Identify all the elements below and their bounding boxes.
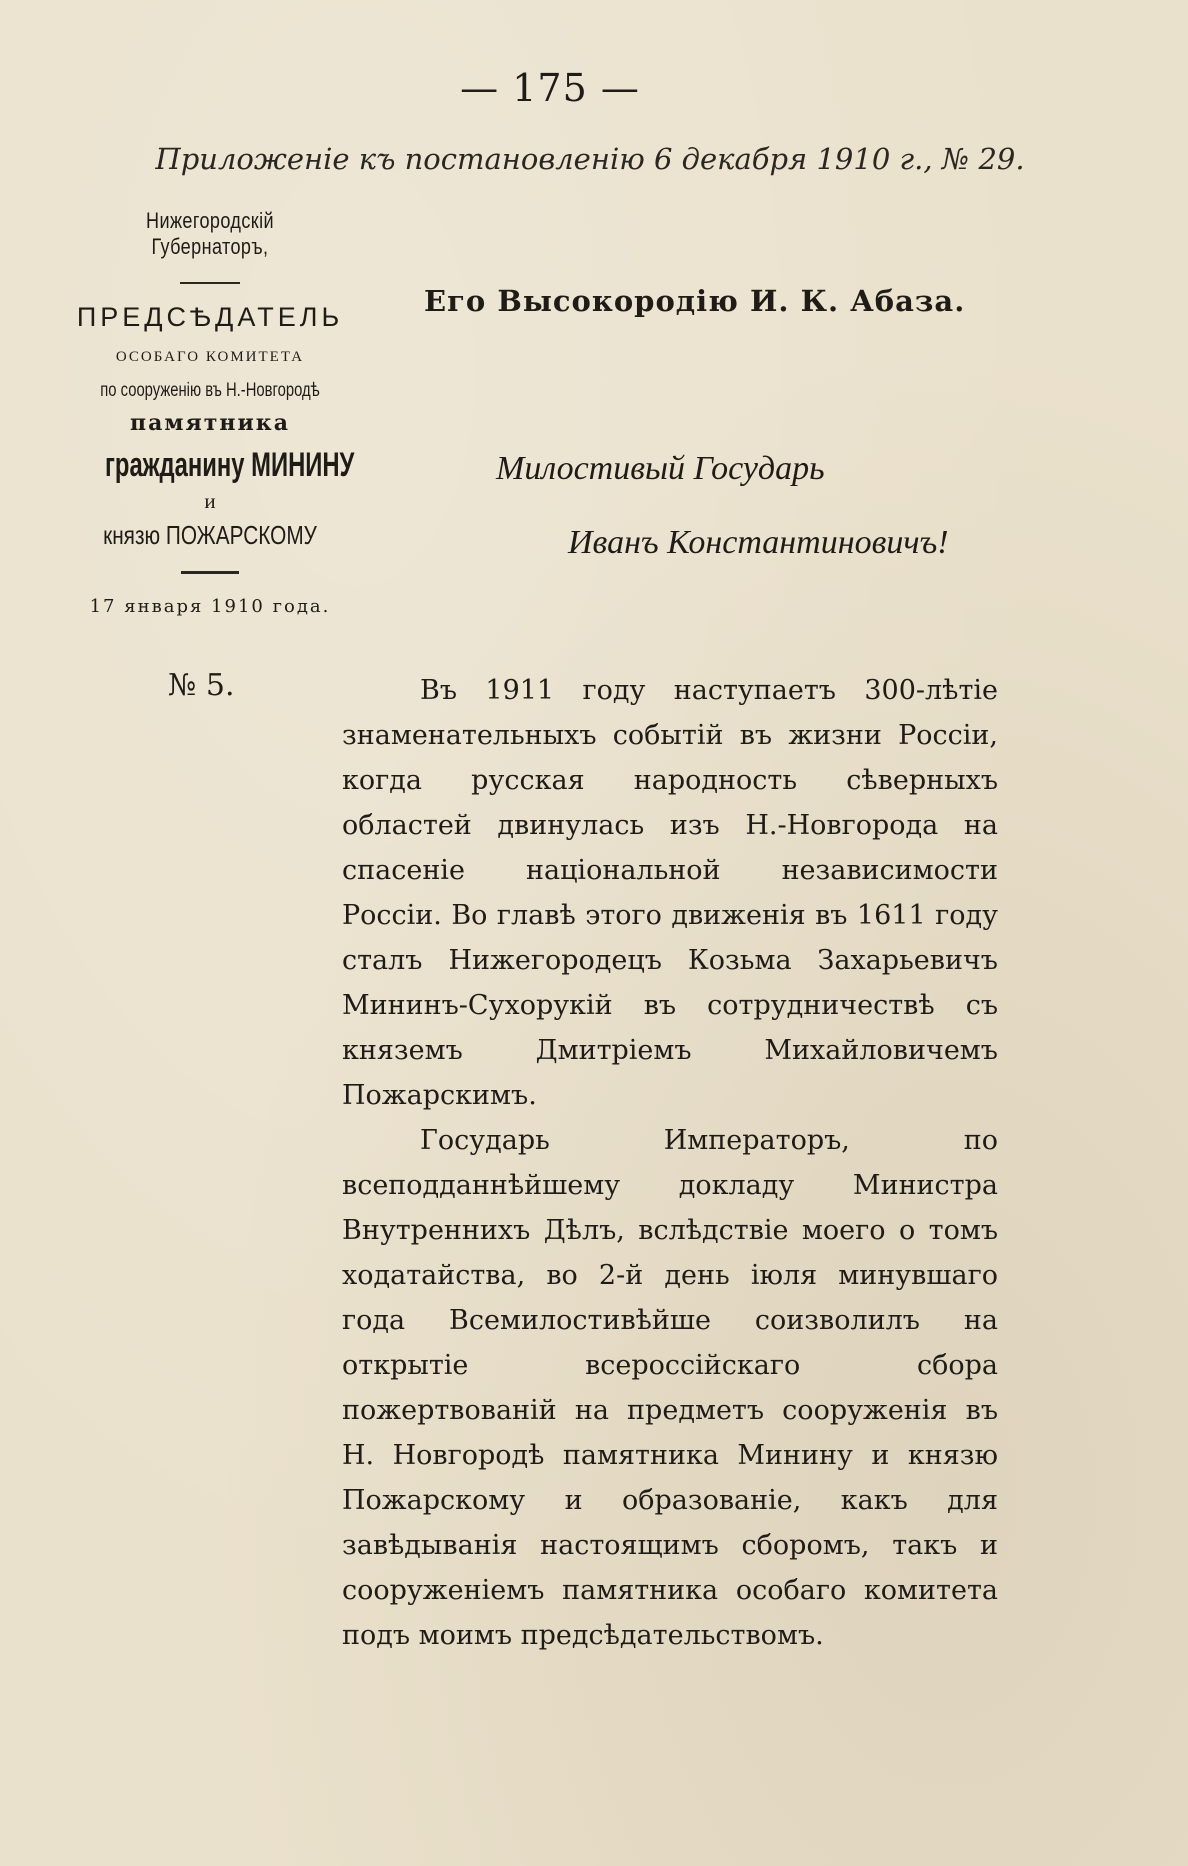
- document-number: № 5.: [168, 668, 235, 703]
- salutation-line-1: Милостивый Государь: [496, 450, 825, 487]
- salutation-line-2: Иванъ Константиновичъ!: [568, 524, 949, 561]
- letterhead: [60, 200, 360, 617]
- appendix-line: Приложеніе къ постановленію 6 декабря 1910 г., № 29.: [155, 142, 1025, 176]
- letterhead-committee: ОСОБАГО КОМИТЕТА: [115, 349, 305, 365]
- letterhead-governor: Нижегородскій Губернаторъ,: [146, 208, 274, 259]
- paragraph-2: Государь Императоръ, по всеподданнѣйшему докладу Министра Внутреннихъ Дѣлъ, вслѣдствіе моего о томъ ходатайства, во 2-й день іюля минувшаго года Всемилостивѣйше соизволилъ на открытіе всероссійскаго сбора пожертвованій на предметъ сооруженія въ Н. Новгородѣ памятника Минину и князю Пожарскому и образованіе, какъ для завѣдыванія настоящимъ сборомъ, такъ и сооруженіемъ памятника особаго комитета подъ моимъ предсѣдательствомъ.: [342, 1125, 998, 1651]
- letterhead-title: ПРЕДСѢДАТЕЛЬ: [76, 302, 344, 332]
- addressee: Его Высокородію И. К. Абаза.: [424, 284, 966, 318]
- letterhead-prince: князю ПОЖАРСКОМУ: [103, 520, 317, 550]
- letterhead-divider: [180, 282, 240, 284]
- letterhead-citizen: гражданину МИНИНУ: [105, 446, 355, 484]
- paragraph-1: Въ 1911 году наступаетъ 300-лѣтіе знаменательныхъ событій въ жизни Россіи, когда русская народность сѣверныхъ областей двинулась изъ Н.-Новгорода на спасеніе національной независимости Россіи. Во главѣ этого движенія въ 1611 году сталъ Нижегородецъ Козьма Захарьевичъ Мининъ-Сухорукій въ сотрудничествѣ съ княземъ Дмитріемъ Михайловичемъ Пожарскимъ.: [342, 675, 998, 1111]
- letterhead-purpose: по сооруженію въ Н.-Новгородѣ: [100, 380, 320, 401]
- letterhead-monument: памятника: [130, 410, 290, 436]
- letterhead-and: и: [204, 489, 216, 513]
- letter-body: [342, 668, 998, 1658]
- page-number: — 175 —: [460, 66, 640, 110]
- letterhead-date: 17 января 1910 года.: [89, 596, 331, 617]
- letterhead-divider-2: [181, 571, 239, 574]
